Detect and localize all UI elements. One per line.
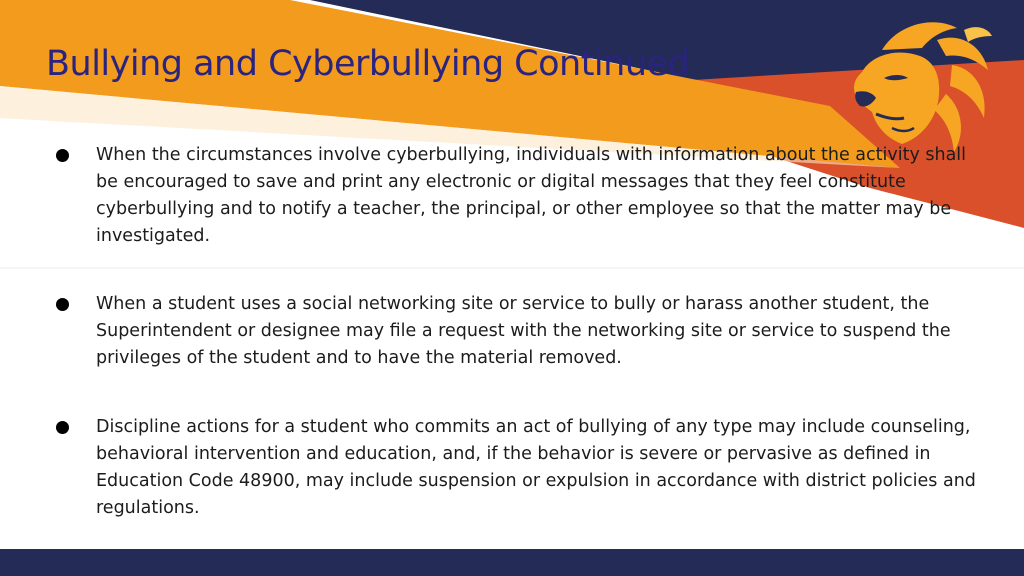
bullet-dot-icon <box>56 149 69 162</box>
bullet-text: When a student uses a social networking site or service to bully or harass another student, the Superintendent or designee may file a request with the networking site or service to suspend the privileges of the student and to have the material removed. <box>96 294 951 368</box>
bullet-text: Discipline actions for a student who commits an act of bullying of any type may include counseling, behavioral intervention and education, and, if the behavior is severe or pervasive as defined in Education Code 48900, may include suspension or expulsion in accordance with district policies and regulations. <box>96 417 976 518</box>
list-item <box>56 414 976 522</box>
bullet-dot-icon <box>56 298 69 311</box>
bullet-text: When the circumstances involve cyberbullying, individuals with information about the activity shall be encouraged to save and print any electronic or digital messages that they feel constitute cyberbullying and to notify a teacher, the principal, or other employee so that the matter may be investigated. <box>96 145 967 246</box>
lion-head-logo-icon <box>842 10 992 160</box>
list-item <box>56 291 976 372</box>
footer-bar <box>0 549 1024 576</box>
bullet-dot-icon <box>56 421 69 434</box>
list-item <box>56 142 976 250</box>
page-title: Bullying and Cyberbullying Continued <box>46 44 690 84</box>
